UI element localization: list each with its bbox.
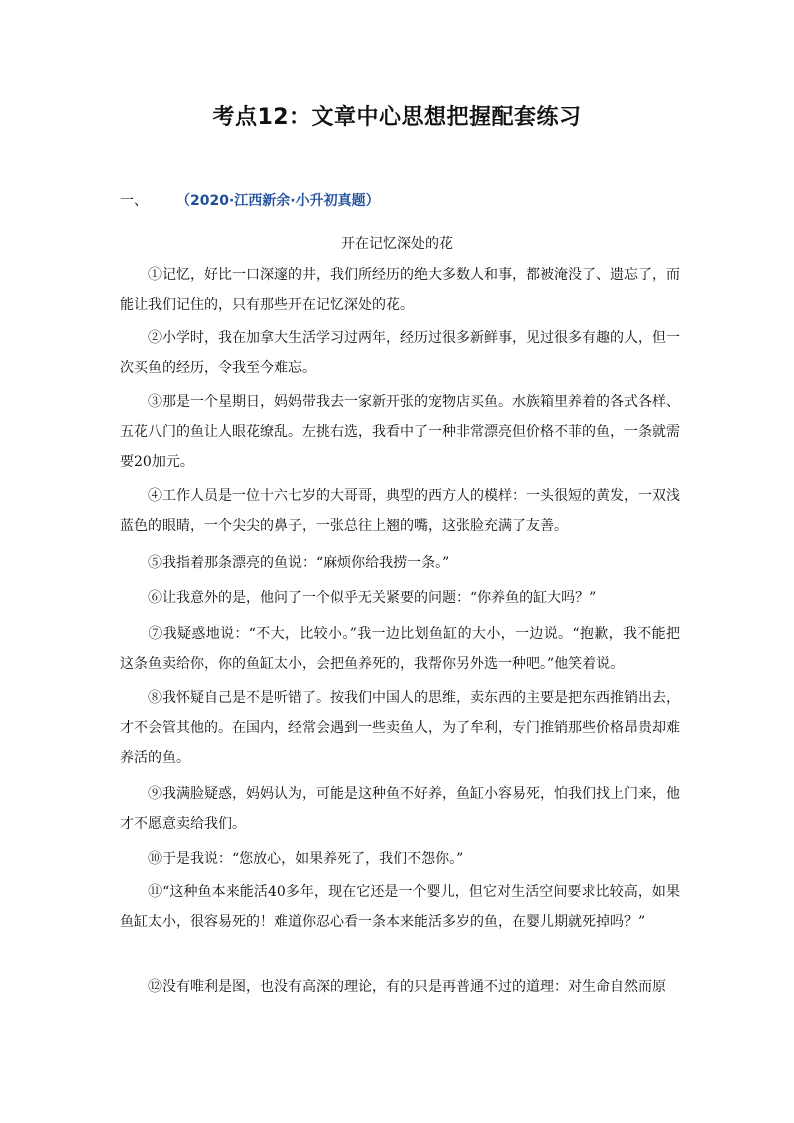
paragraph-2: ②小学时，我在加拿大生活学习过两年，经历过很多新鲜事，见过很多有趣的人，但一次买鱼的经历，令我至今难忘。 <box>120 330 680 376</box>
question-source: （2020·江西新余·小升初真题） <box>176 193 380 209</box>
paragraph-8: ⑧我怀疑自己是不是听错了。按我们中国人的思维，卖东西的主要是把东西推销出去，才不会管其他的。在国内，经常会遇到一些卖鱼人，为了牟利，专门推销那些价格昂贵却难养活的鱼。 <box>120 690 680 766</box>
paragraph-11: ⑪“这种鱼本来能活40多年，现在它还是一个婴儿，但它对生活空间要求比较高，如果鱼缸太小，很容易死的！难道你忍心看一条本来能活多岁的鱼，在婴儿期就死掉吗？” <box>120 884 680 930</box>
paragraph-10: ⑩于是我说：“您放心，如果养死了，我们不怨你。” <box>148 851 464 867</box>
question-number: 一、 <box>120 193 148 209</box>
paragraph-6: ⑥让我意外的是，他问了一个似乎无关紧要的问题：“你养鱼的缸大吗？” <box>148 590 597 606</box>
page-title: 考点12：文章中心思想把握配套练习 <box>212 105 582 130</box>
paragraph-7: ⑦我疑惑地说：“不大，比较小。”我一边比划鱼缸的大小，一边说。“抱歉，我不能把这条鱼卖给你，你的鱼缸太小，会把鱼养死的，我帮你另外选一种吧。”他笑着说。 <box>120 626 680 672</box>
question-header <box>120 190 380 210</box>
paragraph-4: ④工作人员是一位十六七岁的大哥哥，典型的西方人的模样：一头很短的黄发，一双浅蓝色的眼睛，一个尖尖的鼻子，一张总往上翘的嘴，这张脸充满了友善。 <box>120 488 680 534</box>
paragraph-12: ⑫没有唯利是图，也没有高深的理论，有的只是再普通不过的道理：对生命自然而原 <box>148 979 666 995</box>
paragraph-3: ③那是一个星期日，妈妈带我去一家新开张的宠物店买鱼。水族箱里养着的各式各样、五花八门的鱼让人眼花缭乱。左挑右选，我看中了一种非常漂亮但价格不菲的鱼，一条就需要20加元。 <box>120 394 680 470</box>
article-title: 开在记忆深处的花 <box>341 236 453 252</box>
paragraph-1: ①记忆，好比一口深邃的井，我们所经历的绝大多数人和事，都被淹没了、遗忘了，而能让我们记住的，只有那些开在记忆深处的花。 <box>120 267 680 313</box>
paragraph-5: ⑤我指着那条漂亮的鱼说：“麻烦你给我捞一条。” <box>148 555 450 571</box>
paragraph-9: ⑨我满脸疑惑，妈妈认为，可能是这种鱼不好养，鱼缸小容易死，怕我们找上门来，他才不愿意卖给我们。 <box>120 786 680 832</box>
